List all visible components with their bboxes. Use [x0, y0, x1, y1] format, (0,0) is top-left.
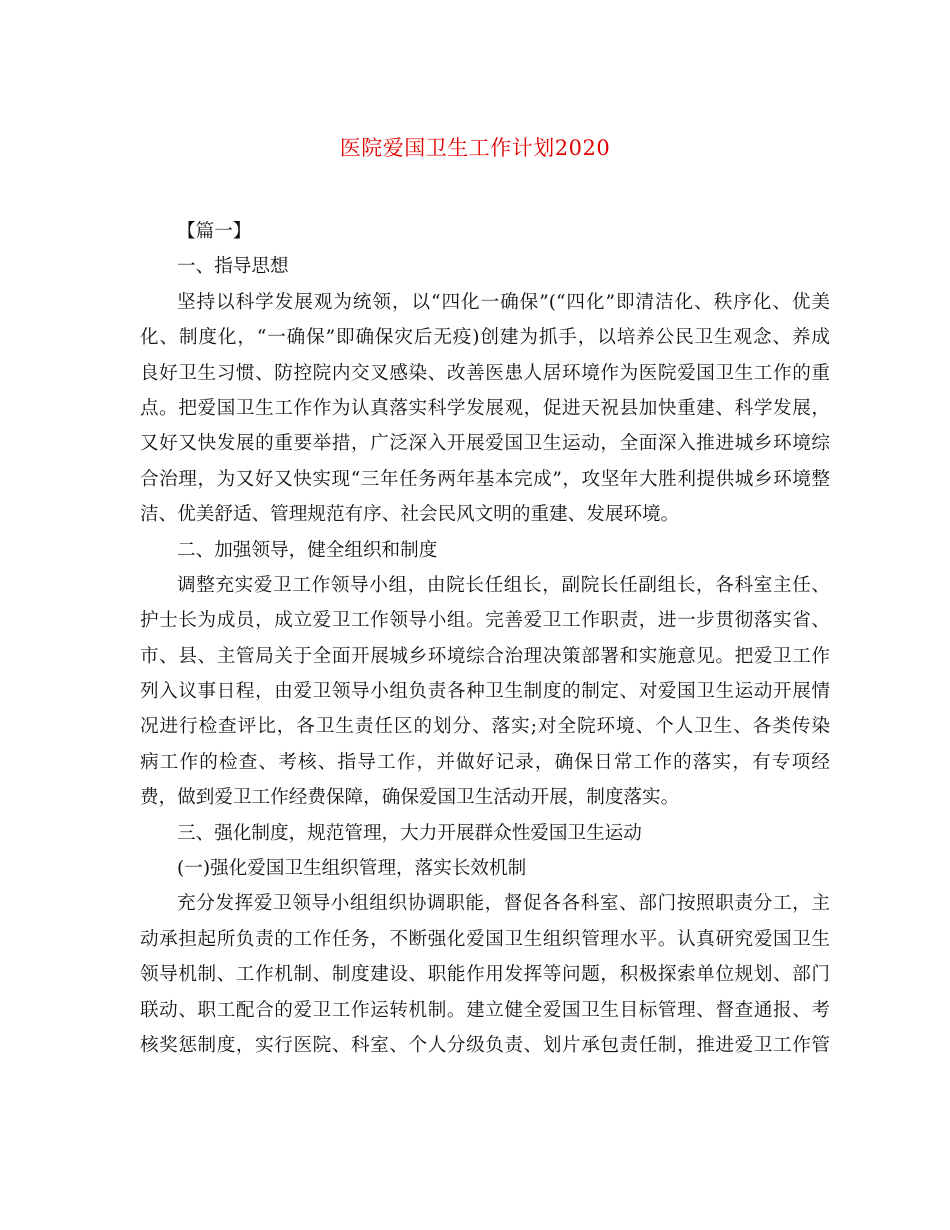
- document-title: 医院爱国卫生工作计划2020: [339, 136, 611, 160]
- document-body: [140, 214, 830, 1063]
- text-line: 联动、职工配合的爱卫工作运转机制。建立健全爱国卫生目标管理、督查通报、考: [140, 999, 830, 1021]
- text-line: 一、指导思想: [177, 256, 289, 278]
- text-line: 三、强化制度，规范管理，大力开展群众性爱国卫生运动: [177, 822, 642, 844]
- text-line: 二、加强领导，健全组织和制度: [177, 539, 438, 561]
- text-line: 充分发挥爱卫领导小组组织协调职能，督促各各科室、部门按照职责分工，主: [177, 893, 830, 915]
- text-line: 洁、优美舒适、管理规范有序、社会民风文明的重建、发展环境。: [140, 504, 680, 526]
- text-line: 【篇一】: [177, 221, 252, 242]
- text-line: 核奖惩制度，实行医院、科室、个人分级负责、划片承包责任制，推进爱卫工作管: [140, 1034, 830, 1056]
- text-line: 化、制度化，“一确保”即确保灾后无疫)创建为抓手，以培养公民卫生观念、养成: [140, 327, 830, 349]
- text-line: 列入议事日程，由爱卫领导小组负责各种卫生制度的制定、对爱国卫生运动开展情: [140, 681, 830, 703]
- text-line: 费，做到爱卫工作经费保障，确保爱国卫生活动开展，制度落实。: [140, 787, 680, 809]
- text-line: 况进行检查评比，各卫生责任区的划分、落实;对全院环境、个人卫生、各类传染: [140, 716, 830, 738]
- text-line: (一)强化爱国卫生组织管理，落实长效机制: [177, 858, 527, 880]
- text-line: 动承担起所负责的工作任务，不断强化爱国卫生组织管理水平。认真研究爱国卫生: [140, 928, 830, 950]
- text-line: 调整充实爱卫工作领导小组，由院长任组长，副院长任副组长，各科室主任、: [177, 574, 830, 596]
- text-line: 合治理，为又好又快实现“三年任务两年基本完成”，攻坚年大胜利提供城乡环境整: [140, 468, 830, 490]
- text-line: 病工作的检查、考核、指导工作，并做好记录，确保日常工作的落实，有专项经: [140, 751, 830, 773]
- text-line: 领导机制、工作机制、制度建设、职能作用发挥等问题，积极探索单位规划、部门: [140, 964, 830, 986]
- text-line: 良好卫生习惯、防控院内交叉感染、改善医患人居环境作为医院爱国卫生工作的重: [140, 362, 830, 384]
- text-line: 市、县、主管局关于全面开展城乡环境综合治理决策部署和实施意见。把爱卫工作: [140, 645, 830, 667]
- text-line: 坚持以科学发展观为统领，以“四化一确保”(“四化”即清洁化、秩序化、优美: [177, 291, 830, 313]
- text-line: 点。把爱国卫生工作作为认真落实科学发展观，促进天祝县加快重建、科学发展，: [140, 397, 830, 419]
- text-line: 护士长为成员，成立爱卫工作领导小组。完善爱卫工作职责，进一步贯彻落实省、: [140, 610, 830, 632]
- text-line: 又好又快发展的重要举措，广泛深入开展爱国卫生运动，全面深入推进城乡环境综: [140, 433, 830, 455]
